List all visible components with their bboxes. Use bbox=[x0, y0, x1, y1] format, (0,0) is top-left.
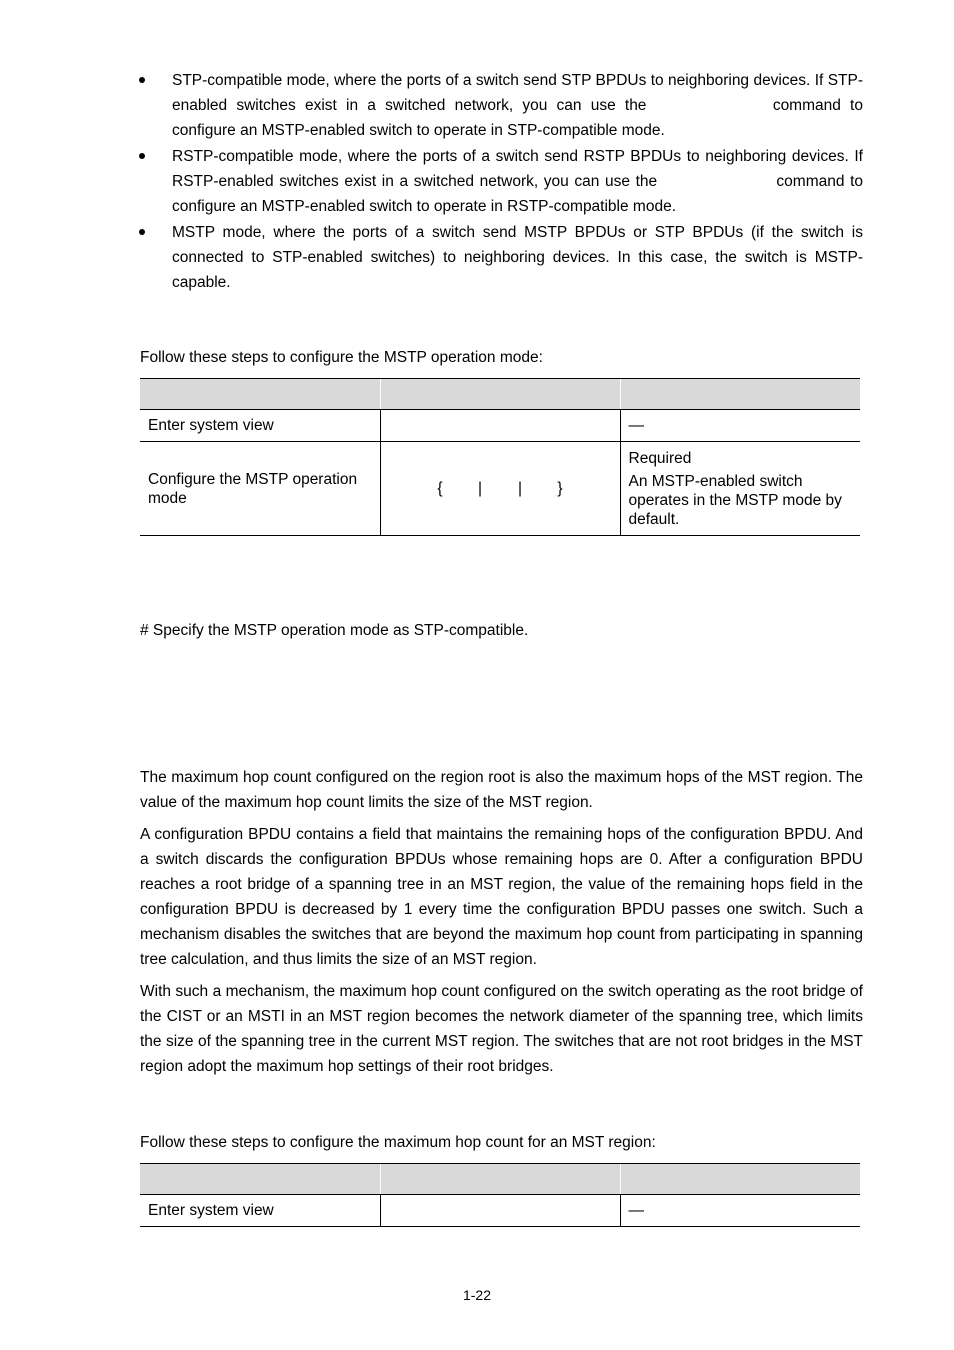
paragraph: A configuration BPDU contains a field that maintains the remaining hops of the configuration BPDU. And a switch discards the configuration BPDUs whose remaining hops are 0. After a configuration BPDU reaches a root bridge of a spanning tree in an MST region, the value of the remaining hops field in the configuration BPDU is decreased by 1 every time the configuration BPDU passes one switch. Such a mechanism disables the switches that are beyond the maximum hop count from participating in spanning tree calculation, and thus limits the size of an MST region. bbox=[140, 826, 863, 968]
separator: | bbox=[477, 480, 483, 497]
operation-cell: Enter system view bbox=[140, 410, 380, 442]
brace-open: { bbox=[437, 480, 443, 497]
table-row bbox=[140, 410, 860, 442]
bullet-stp-compatible bbox=[172, 68, 863, 143]
bullet-rstp-compatible bbox=[172, 144, 863, 219]
bullet-dot-icon bbox=[139, 153, 145, 159]
command-cell bbox=[380, 1195, 620, 1227]
command-cell bbox=[380, 442, 620, 536]
bullet-text-continued: command to configure an MSTP-enabled switch to operate in RSTP-compatible mode. bbox=[172, 173, 864, 215]
remarks-cell: — bbox=[620, 410, 860, 442]
separator: | bbox=[517, 480, 523, 497]
bullet-dot-icon bbox=[139, 229, 145, 235]
paragraph: With such a mechanism, the maximum hop count configured on the switch operating as the root bridge of the CIST or an MSTI in an MST region becomes the network diameter of the spanning tree, which limits the size of the spanning tree in the current MST region. The switches that are not root bridges in the MST region adopt the maximum hop settings of their root bridges. bbox=[140, 983, 863, 1075]
bullet-text: STP-compatible mode, where the ports of a switch send STP BPDUs to neighboring devices. If STP-enabled switches exist in a switched network, you can use the bbox=[172, 72, 863, 114]
table-row bbox=[140, 1195, 860, 1227]
command-cell bbox=[380, 410, 620, 442]
bullet-text: MSTP mode, where the ports of a switch send MSTP BPDUs or STP BPDUs (if the switch is connected to STP-enabled switches) to neighboring devices. In this case, the switch is MSTP-capable. bbox=[172, 224, 863, 291]
bullet-text: RSTP-compatible mode, where the ports of a switch send RSTP BPDUs to neighboring devices. If RSTP-enabled switches exist in a switched network, you can use the bbox=[172, 148, 863, 190]
table-row bbox=[140, 442, 860, 536]
remarks-cell: — bbox=[620, 1195, 860, 1227]
example-comment: # Specify the MSTP operation mode as STP-compatible. bbox=[140, 622, 529, 639]
table-header-row bbox=[140, 379, 860, 410]
steps-intro-mode: Follow these steps to configure the MSTP operation mode: bbox=[140, 349, 543, 366]
remarks-cell bbox=[620, 442, 860, 536]
operation-cell: Enter system view bbox=[140, 1195, 380, 1227]
operation-cell: Configure the MSTP operation mode bbox=[140, 442, 380, 536]
max-hop-description bbox=[140, 765, 863, 1086]
remarks-required: Required bbox=[628, 449, 692, 467]
bullet-mstp-mode bbox=[172, 220, 863, 295]
bullet-dot-icon bbox=[139, 77, 145, 83]
table-header-row bbox=[140, 1164, 860, 1195]
remarks-note: An MSTP-enabled switch operates in the MSTP mode by default. bbox=[628, 472, 842, 528]
paragraph: The maximum hop count configured on the region root is also the maximum hops of the MST region. The value of the maximum hop count limits the size of the MST region. bbox=[140, 769, 863, 811]
max-hop-steps-table bbox=[140, 1163, 860, 1227]
mode-bullet-list bbox=[0, 68, 954, 295]
bullet-text-continued: command to configure an MSTP-enabled switch to operate in STP-compatible mode. bbox=[172, 97, 863, 139]
brace-close: } bbox=[557, 480, 563, 497]
page-number: 1-22 bbox=[462, 1287, 492, 1303]
steps-intro-max-hop: Follow these steps to configure the maximum hop count for an MST region: bbox=[140, 1134, 656, 1151]
mstp-mode-steps-table bbox=[140, 378, 860, 536]
